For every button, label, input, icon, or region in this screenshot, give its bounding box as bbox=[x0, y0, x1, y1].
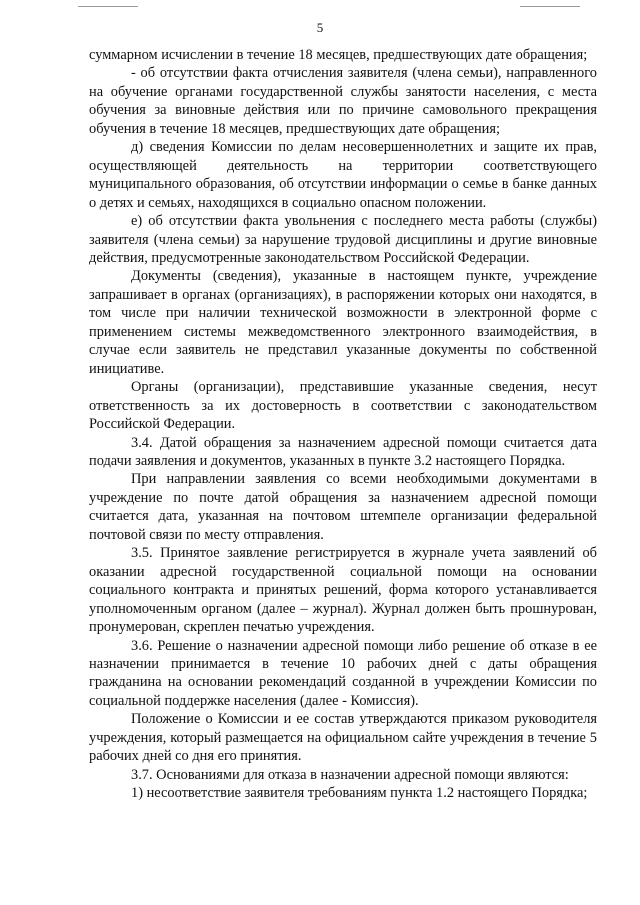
top-rule-right bbox=[520, 6, 580, 7]
paragraph: Органы (организации), представившие указанные сведения, несут ответственность за их достоверность в соответствии с законодательством Российской Федерации. bbox=[89, 379, 597, 433]
paragraph: - об отсутствии факта отчисления заявителя (члена семьи), направленного на обучение органами государственной службы занятости населения, с места обучения за виновные действия или по причине самовольного прекращения обучения в течение 18 месяцев, предшествующих дате обращения; bbox=[89, 65, 597, 137]
page-number: 5 bbox=[316, 20, 324, 35]
top-rule-left bbox=[78, 6, 138, 7]
document-body bbox=[89, 46, 597, 803]
paragraph: 3.5. Принятое заявление регистрируется в журнале учета заявлений об оказании адресной государственной социальной помощи на основании социального контракта и принятых решений, форма которого устанавливается уполномоченным органом (далее – журнал). Журнал должен быть прошнурован, пронумерован, скреплен печатью учреждения. bbox=[89, 545, 597, 636]
paragraph: Положение о Комиссии и ее состав утверждаются приказом руководителя учреждения, который размещается на официальном сайте учреждения в течение 5 рабочих дней со дня его принятия. bbox=[89, 711, 597, 765]
paragraph: суммарном исчислении в течение 18 месяцев, предшествующих дате обращения; bbox=[89, 47, 588, 63]
paragraph: 3.4. Датой обращения за назначением адресной помощи считается дата подачи заявления и документов, указанных в пункте 3.2 настоящего Порядка. bbox=[89, 434, 597, 469]
paragraph: е) об отсутствии факта увольнения с последнего места работы (службы) заявителя (члена семьи) за нарушение трудовой дисциплины и другие виновные действия, предусмотренные законодательством Российской Федерации. bbox=[89, 213, 597, 266]
paragraph: 3.7. Основаниями для отказа в назначении адресной помощи являются: bbox=[131, 766, 569, 783]
paragraph: При направлении заявления со всеми необходимыми документами в учреждение по почте датой обращения за назначением адресной помощи считается дата, указанная на почтовом штемпеле организации федеральной почтовой связи по месту отправления. bbox=[89, 471, 597, 543]
paragraph: 3.6. Решение о назначении адресной помощи либо решение об отказе в ее назначении принимается в течение 10 рабочих дней с даты обращения гражданина на основании рекомендаций созданной в учреждении Комиссии по социальной поддержке населения (далее - Комиссия). bbox=[89, 637, 597, 709]
paragraph: Документы (сведения), указанные в настоящем пункте, учреждение запрашивает в органах (организациях), в распоряжении которых они находятся, в том числе при наличии технической возможности в электронной форме с применением системы межведомственного электронного взаимодействия, в случае если заявитель не представил указанные документы по собственной инициативе. bbox=[89, 268, 597, 377]
paragraph: 1) несоответствие заявителя требованиям пункта 1.2 настоящего Порядка; bbox=[131, 785, 588, 802]
paragraph: д) сведения Комиссии по делам несовершеннолетних и защите их прав, осуществляющей деятельность на территории соответствующего муниципального образования, об отсутствии информации о семье в банке данных о детях и семьях, находящихся в социально опасном положении. bbox=[89, 139, 597, 211]
